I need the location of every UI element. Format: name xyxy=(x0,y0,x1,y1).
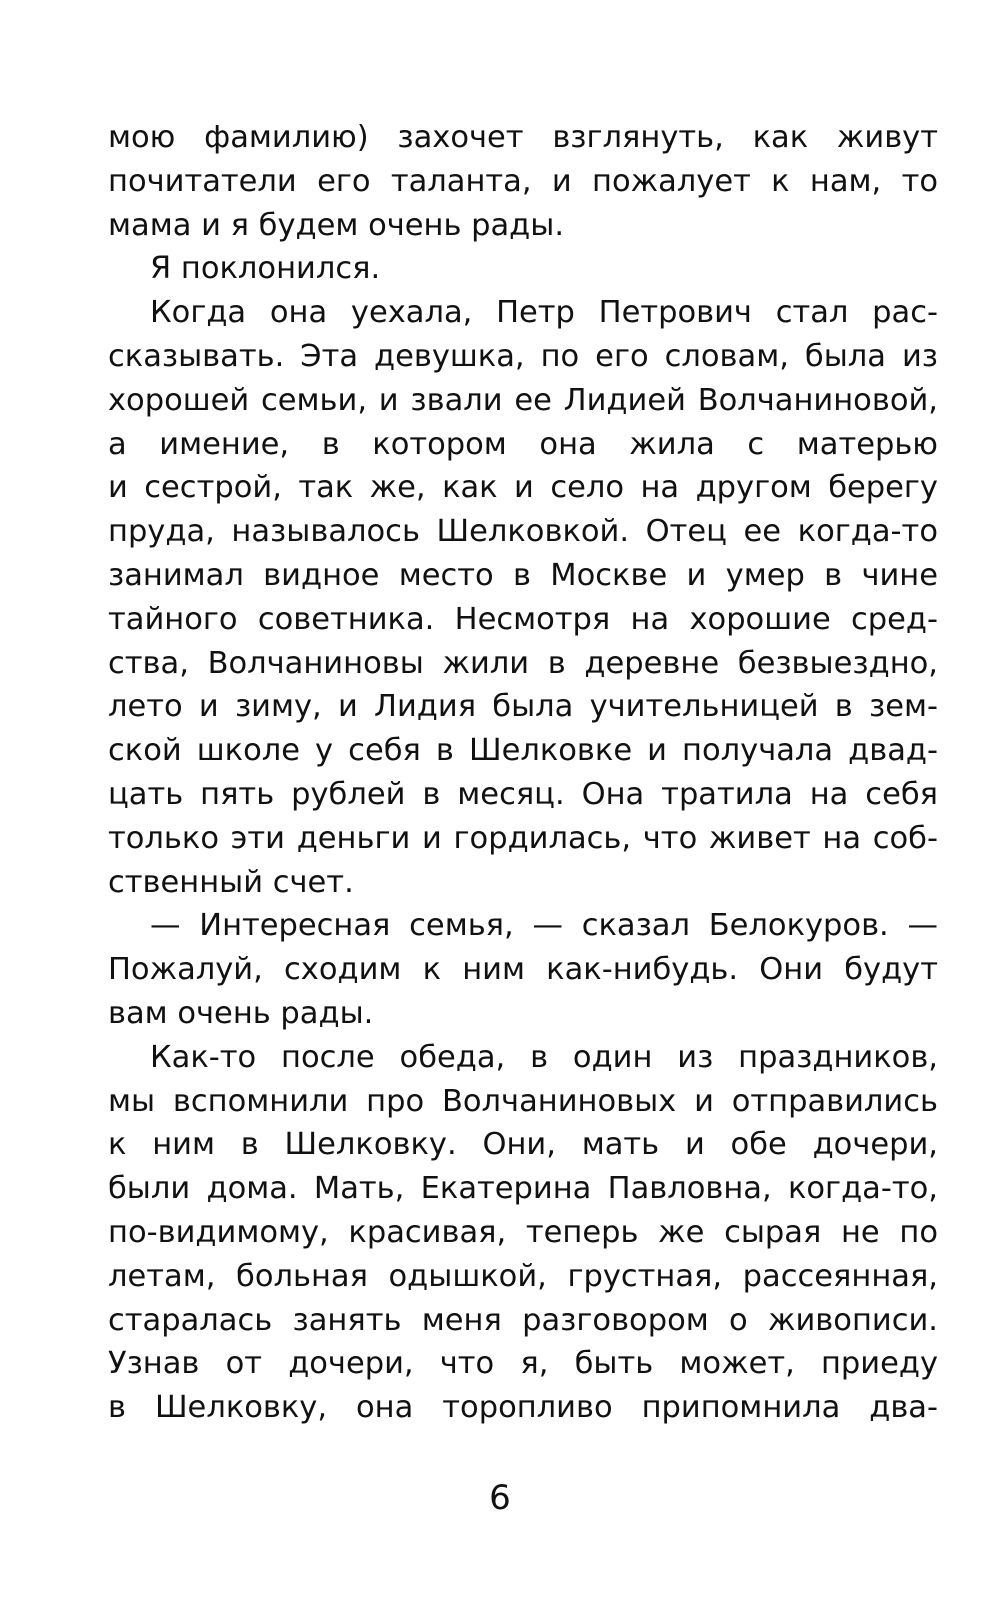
text-line: почитатели его таланта, и пожалует к нам, то xyxy=(108,163,938,199)
text-line: сказывать. Эта девушка, по его словам, была из xyxy=(108,338,938,374)
text-line: по-видимому, красивая, теперь же сырая не по xyxy=(108,1214,938,1250)
text-line: в Шелковку, она торопливо припомнила два- xyxy=(108,1390,938,1426)
text-line: Когда она уехала, Петр Петрович стал рас- xyxy=(150,295,938,331)
text-line: старалась занять меня разговором о живописи. xyxy=(108,1302,938,1338)
text-line: Я поклонился. xyxy=(150,251,381,287)
text-line: к ним в Шелковку. Они, мать и обе дочери, xyxy=(108,1127,938,1163)
text-line: были дома. Мать, Екатерина Павловна, когда-то, xyxy=(108,1171,938,1207)
text-line: хорошей семьи, и звали ее Лидией Волчаниновой, xyxy=(108,382,938,418)
text-line: ства, Волчаниновы жили в деревне безвыездно, xyxy=(108,645,938,681)
text-line: только эти деньги и гордилась, что живет на соб- xyxy=(108,820,938,856)
text-line: мама и я будем очень рады. xyxy=(108,207,565,243)
text-line: ственный счет. xyxy=(108,864,354,900)
body-text xyxy=(108,116,938,1430)
text-line: а имение, в котором она жила с матерью xyxy=(108,426,938,462)
text-line: Узнав от дочери, что я, быть может, приеду xyxy=(108,1346,938,1382)
text-line: вам очень рады. xyxy=(108,995,374,1031)
text-line: летам, больная одышкой, грустная, рассеянная, xyxy=(108,1258,938,1294)
text-line: лето и зиму, и Лидия была учительницей в зем- xyxy=(108,689,938,725)
text-line: и сестрой, так же, как и село на другом берегу xyxy=(108,470,938,506)
text-line: Как-то после обеда, в один из праздников, xyxy=(150,1039,938,1075)
page-number: 6 xyxy=(489,1478,511,1518)
text-line: мою фамилию) захочет взглянуть, как живут xyxy=(108,120,938,155)
text-line: ской школе у себя в Шелковке и получала двад- xyxy=(108,733,938,769)
text-line: цать пять рублей в месяц. Она тратила на себя xyxy=(108,776,938,812)
text-line: пруда, называлось Шелковкой. Отец ее когда-то xyxy=(108,514,938,550)
text-line: Пожалуй, сходим к ним как-нибудь. Они будут xyxy=(108,952,938,988)
text-line: тайного советника. Несмотря на хорошие сред- xyxy=(108,601,938,637)
text-line: — Интересная семья, — сказал Белокуров. — xyxy=(150,908,938,944)
text-line: занимал видное место в Москве и умер в чине xyxy=(108,557,938,593)
text-line: мы вспомнили про Волчаниновых и отправились xyxy=(108,1083,938,1119)
